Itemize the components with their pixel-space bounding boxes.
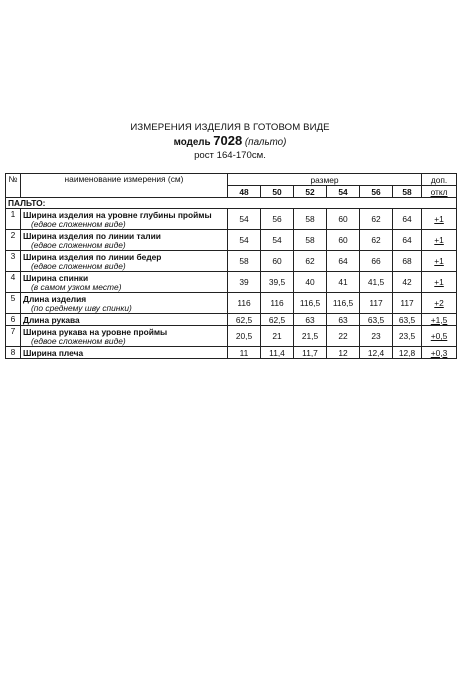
row-number: 1 bbox=[6, 209, 21, 230]
measurement-note: (по среднему шву спинки) bbox=[31, 302, 132, 313]
row-number: 2 bbox=[6, 230, 21, 251]
measurement-name: Ширина изделия по линии бедер bbox=[23, 251, 162, 262]
tolerance-value: +1 bbox=[434, 214, 444, 224]
height-range: рост 164-170см. bbox=[194, 150, 266, 161]
tolerance-cell bbox=[422, 272, 457, 293]
measurement-note: (едвое сложенном виде) bbox=[31, 260, 126, 271]
table-row bbox=[6, 272, 457, 293]
section-row bbox=[6, 198, 457, 209]
measurement-name: Длина изделия bbox=[23, 293, 87, 304]
row-number: 3 bbox=[6, 251, 21, 272]
measurement-name: Ширина плеча bbox=[23, 347, 84, 358]
tolerance-value: +0,3 bbox=[430, 347, 448, 358]
table-row bbox=[6, 209, 457, 230]
value-cell: 39,5 bbox=[261, 272, 294, 293]
size-cell: 48 bbox=[228, 186, 261, 198]
row-number: 6 bbox=[6, 314, 21, 326]
measurement-name-cell bbox=[21, 293, 228, 314]
value-cell: 56 bbox=[261, 209, 294, 230]
header-name: наименование измерения (см) bbox=[21, 174, 228, 198]
tolerance-cell bbox=[422, 293, 457, 314]
table-row bbox=[6, 326, 457, 347]
row-number: 5 bbox=[6, 293, 21, 314]
header-tol-1: доп. bbox=[422, 174, 457, 186]
value-cell: 12 bbox=[327, 347, 360, 359]
value-cell: 62,5 bbox=[261, 314, 294, 326]
tolerance-cell bbox=[422, 314, 457, 326]
tolerance-cell bbox=[422, 326, 457, 347]
model-line bbox=[0, 134, 460, 150]
tolerance-value: +1,5 bbox=[430, 314, 448, 325]
value-cell: 42 bbox=[393, 272, 422, 293]
header-size: размер bbox=[228, 174, 422, 186]
value-cell: 20,5 bbox=[228, 326, 261, 347]
measurement-name-cell bbox=[21, 209, 228, 230]
value-cell: 12,8 bbox=[393, 347, 422, 359]
table-row bbox=[6, 347, 457, 359]
table-row bbox=[6, 251, 457, 272]
size-cell: 58 bbox=[393, 186, 422, 198]
value-cell: 11,4 bbox=[261, 347, 294, 359]
value-cell: 63 bbox=[294, 314, 327, 326]
value-cell: 39 bbox=[228, 272, 261, 293]
table-row bbox=[6, 230, 457, 251]
tolerance-cell bbox=[422, 347, 457, 359]
row-number: 8 bbox=[6, 347, 21, 359]
value-cell: 60 bbox=[327, 209, 360, 230]
measurement-name: Ширина изделия по линии талии bbox=[23, 230, 161, 241]
value-cell: 21 bbox=[261, 326, 294, 347]
row-number: 7 bbox=[6, 326, 21, 347]
tolerance-value: +1 bbox=[434, 277, 444, 287]
measurement-name-cell bbox=[21, 230, 228, 251]
measurement-name-cell bbox=[21, 272, 228, 293]
tolerance-cell bbox=[422, 251, 457, 272]
value-cell: 62,5 bbox=[228, 314, 261, 326]
value-cell: 23,5 bbox=[393, 326, 422, 347]
value-cell: 41,5 bbox=[360, 272, 393, 293]
measurement-name: Ширина изделия на уровне глубины проймы bbox=[23, 209, 212, 220]
tolerance-value: +1 bbox=[434, 256, 444, 266]
value-cell: 58 bbox=[294, 230, 327, 251]
value-cell: 117 bbox=[360, 293, 393, 314]
value-cell: 54 bbox=[228, 230, 261, 251]
value-cell: 62 bbox=[360, 230, 393, 251]
measurement-name-cell bbox=[21, 251, 228, 272]
table-header-row bbox=[6, 174, 457, 186]
document-header bbox=[0, 122, 460, 162]
value-cell: 116,5 bbox=[327, 293, 360, 314]
value-cell: 11 bbox=[228, 347, 261, 359]
value-cell: 60 bbox=[327, 230, 360, 251]
tolerance-value: +2 bbox=[434, 298, 444, 308]
measurement-name: Длина рукава bbox=[23, 314, 80, 325]
value-cell: 58 bbox=[294, 209, 327, 230]
value-cell: 21,5 bbox=[294, 326, 327, 347]
measurement-note: (едвое сложенном виде) bbox=[31, 218, 126, 229]
measurements-table bbox=[5, 173, 457, 359]
value-cell: 40 bbox=[294, 272, 327, 293]
tolerance-value: +1 bbox=[434, 235, 444, 245]
value-cell: 64 bbox=[327, 251, 360, 272]
measurement-name-cell bbox=[21, 347, 228, 359]
value-cell: 116 bbox=[228, 293, 261, 314]
value-cell: 63,5 bbox=[393, 314, 422, 326]
size-cell: 54 bbox=[327, 186, 360, 198]
section-title: ПАЛЬТО: bbox=[6, 198, 457, 209]
measurement-note: (едвое сложенном виде) bbox=[31, 335, 126, 346]
measurement-note: (едвое сложенном виде) bbox=[31, 239, 126, 250]
value-cell: 11,7 bbox=[294, 347, 327, 359]
value-cell: 22 bbox=[327, 326, 360, 347]
value-cell: 68 bbox=[393, 251, 422, 272]
model-type: (пальто) bbox=[244, 137, 287, 148]
value-cell: 62 bbox=[294, 251, 327, 272]
measurement-name: Ширина спинки bbox=[23, 272, 89, 283]
value-cell: 41 bbox=[327, 272, 360, 293]
measurement-name: Ширина рукава на уровне проймы bbox=[23, 326, 168, 337]
value-cell: 64 bbox=[393, 209, 422, 230]
header-no: № bbox=[6, 174, 21, 198]
row-number: 4 bbox=[6, 272, 21, 293]
measurement-note: (в самом узком месте) bbox=[31, 281, 122, 292]
value-cell: 62 bbox=[360, 209, 393, 230]
value-cell: 63 bbox=[327, 314, 360, 326]
value-cell: 66 bbox=[360, 251, 393, 272]
tolerance-cell bbox=[422, 209, 457, 230]
value-cell: 64 bbox=[393, 230, 422, 251]
value-cell: 116,5 bbox=[294, 293, 327, 314]
table-row bbox=[6, 293, 457, 314]
measurement-name-cell bbox=[21, 326, 228, 347]
value-cell: 54 bbox=[228, 209, 261, 230]
tolerance-cell bbox=[422, 230, 457, 251]
value-cell: 116 bbox=[261, 293, 294, 314]
value-cell: 63,5 bbox=[360, 314, 393, 326]
tolerance-value: +0,5 bbox=[430, 331, 448, 341]
measurement-name-cell bbox=[21, 314, 228, 326]
header-tol-2: откл bbox=[422, 186, 457, 198]
table-row bbox=[6, 314, 457, 326]
value-cell: 54 bbox=[261, 230, 294, 251]
document-title: ИЗМЕРЕНИЯ ИЗДЕЛИЯ В ГОТОВОМ ВИДЕ bbox=[130, 122, 330, 133]
model-prefix: модель bbox=[173, 137, 211, 148]
size-cell: 56 bbox=[360, 186, 393, 198]
value-cell: 117 bbox=[393, 293, 422, 314]
value-cell: 60 bbox=[261, 251, 294, 272]
model-number: 7028 bbox=[213, 133, 243, 148]
value-cell: 23 bbox=[360, 326, 393, 347]
value-cell: 58 bbox=[228, 251, 261, 272]
value-cell: 12,4 bbox=[360, 347, 393, 359]
size-cell: 50 bbox=[261, 186, 294, 198]
size-cell: 52 bbox=[294, 186, 327, 198]
